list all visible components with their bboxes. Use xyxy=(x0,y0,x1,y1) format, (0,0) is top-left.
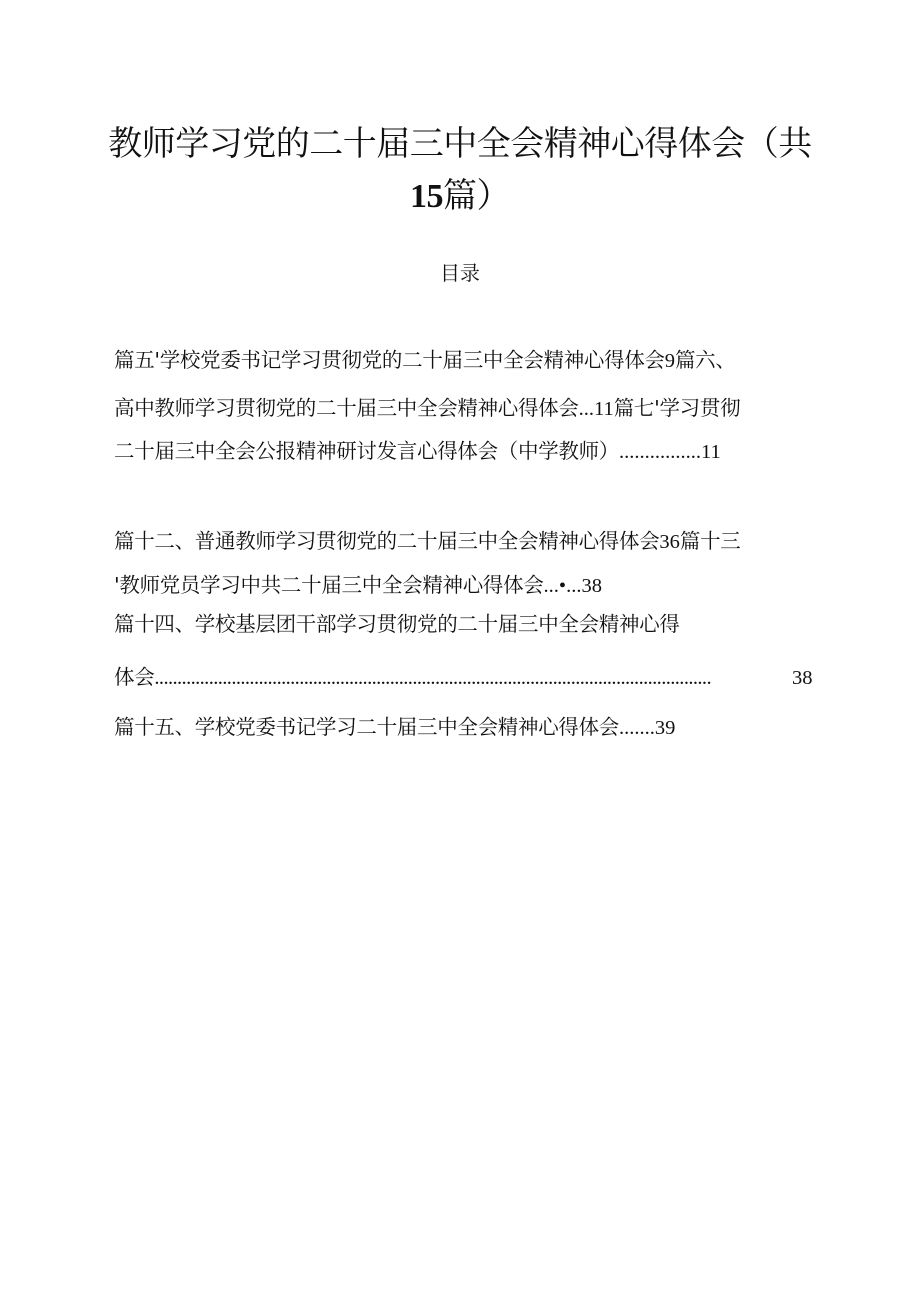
toc-entry-text: 篇六、 xyxy=(674,348,736,372)
toc-page-number: 36 xyxy=(659,531,680,553)
document-title xyxy=(60,118,860,223)
toc-entry-text: 体会 xyxy=(114,665,155,689)
toc-page-number: 38 xyxy=(581,575,602,597)
toc-leader: ... xyxy=(578,398,594,420)
toc-entry-text: 篇十三 xyxy=(679,529,741,553)
toc-line[interactable] xyxy=(114,526,741,557)
toc-line[interactable] xyxy=(114,393,740,424)
toc-line[interactable] xyxy=(114,609,680,639)
toc-entry-text: '教师党员学习中共二十届三中全会精神心得体会 xyxy=(114,573,544,597)
title-line-1: 教师学习党的二十届三中全会精神心得体会（共 xyxy=(108,124,812,164)
toc-heading: 目录 xyxy=(440,261,480,285)
toc-line[interactable] xyxy=(114,570,602,601)
toc-page-number: 11 xyxy=(593,398,614,420)
toc-leader: ...•... xyxy=(543,575,582,597)
toc-page-number: 38 xyxy=(792,667,813,689)
toc-entry-text: 篇七'学习贯彻 xyxy=(613,396,741,420)
toc-line[interactable] xyxy=(114,662,824,693)
title-count: 15 xyxy=(410,178,443,215)
title-line-2 xyxy=(60,170,860,223)
toc-leader: ................ xyxy=(619,441,701,463)
toc-entry-text: 篇五'学校党委书记学习贯彻党的二十届三中全会精神心得体会 xyxy=(114,348,665,372)
toc-entry-text: 高中教师学习贯彻党的二十届三中全会精神心得体会 xyxy=(114,396,579,420)
toc-entry-text: 篇十五、学校党委书记学习二十届三中全会精神心得体会 xyxy=(114,715,619,739)
toc-page-number-line xyxy=(792,662,813,693)
toc-page-number: 39 xyxy=(654,717,676,739)
title-line-2-rest: 篇） xyxy=(443,176,510,216)
toc-leader: ....... xyxy=(619,717,655,739)
toc-line[interactable] xyxy=(114,436,721,467)
toc-page-number: 9 xyxy=(664,350,675,372)
toc-entry-text: 篇十二、普通教师学习贯彻党的二十届三中全会精神心得体会 xyxy=(114,529,660,553)
toc-page-number: 11 xyxy=(701,441,721,463)
toc-leader: ........................................................................................................................... xyxy=(154,667,711,689)
toc-entry-text: 二十届三中全会公报精神研讨发言心得体会（中学教师） xyxy=(114,439,619,463)
toc-entry-text: 篇十四、学校基层团干部学习贯彻党的二十届三中全会精神心得 xyxy=(114,612,680,636)
toc-line[interactable] xyxy=(114,712,675,743)
toc-line[interactable] xyxy=(114,345,736,376)
